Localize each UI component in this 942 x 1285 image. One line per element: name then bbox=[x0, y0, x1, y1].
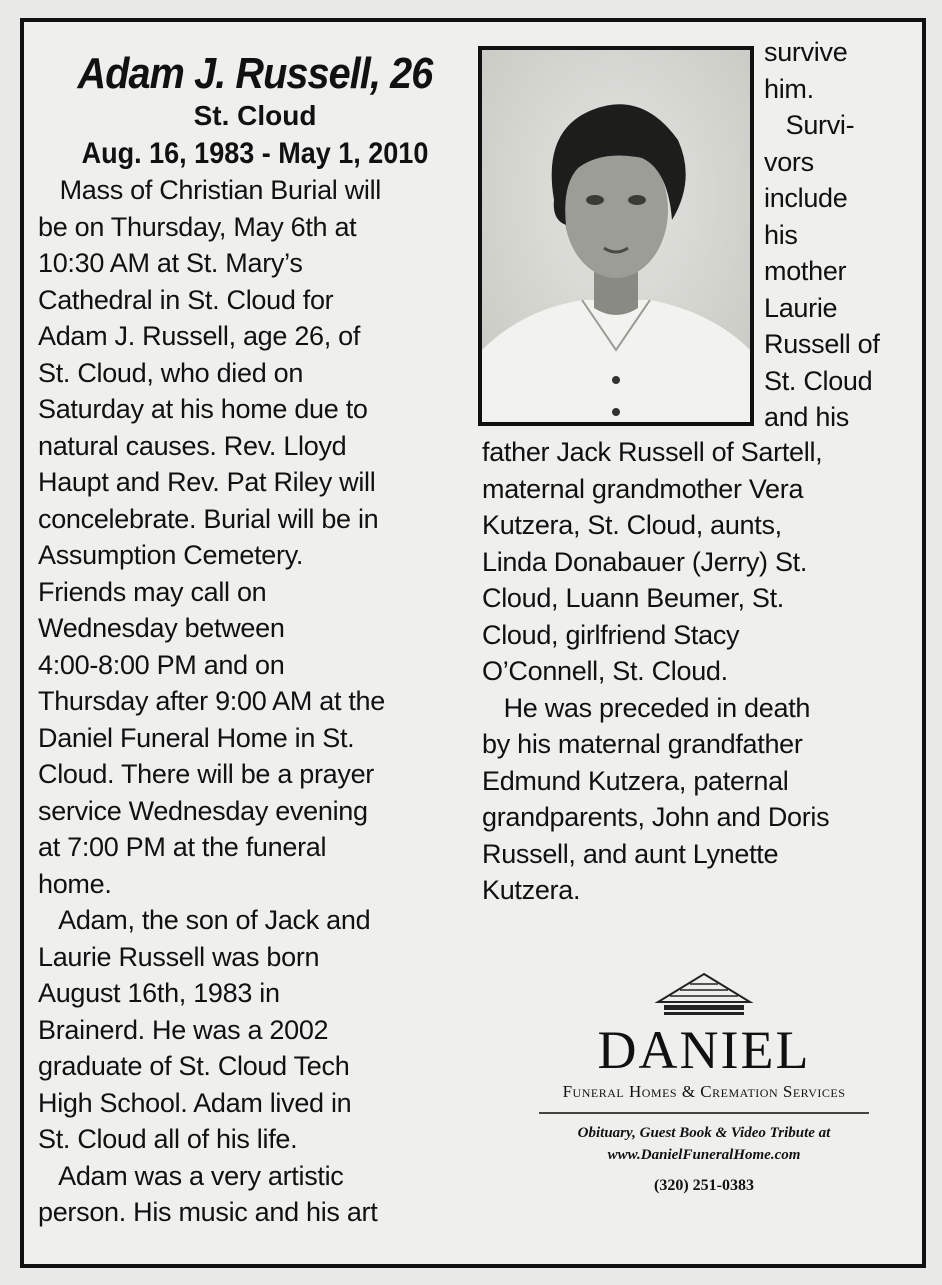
column-1-line: Assumption Cemetery. bbox=[38, 540, 304, 570]
column-1-line: Haupt and Rev. Pat Riley will bbox=[38, 467, 376, 497]
column-2-top-line: St. Cloud bbox=[764, 365, 873, 396]
funeral-home-subtitle: Funeral Homes & Cremation Services bbox=[562, 1082, 846, 1101]
column-2-line: maternal grandmother Vera bbox=[482, 473, 804, 504]
column-1-line: Adam J. Russell, age 26, of bbox=[38, 321, 361, 351]
obituary-column-2 bbox=[482, 434, 922, 909]
roof-logo-icon bbox=[654, 972, 754, 1018]
funeral-home-website: www.DanielFuneralHome.com bbox=[607, 1147, 801, 1163]
column-1-line: Daniel Funeral Home in St. bbox=[38, 722, 355, 753]
column-2-line: grandparents, John and Doris bbox=[482, 802, 830, 832]
column-1-line: graduate of St. Cloud Tech bbox=[38, 1051, 350, 1081]
column-2-line: He was preceded in death bbox=[482, 692, 811, 723]
obituary-column-2-top bbox=[764, 34, 924, 436]
column-1-line: August 16th, 1983 in bbox=[38, 978, 280, 1008]
column-1-line: Saturday at his home due to bbox=[38, 394, 368, 424]
column-1-line: 10:30 AM at St. Mary’s bbox=[38, 248, 303, 278]
column-2-line: Edmund Kutzera, paternal bbox=[482, 765, 789, 796]
column-1-line: concelebrate. Burial will be in bbox=[38, 503, 379, 534]
column-2-top-line: and his bbox=[764, 402, 849, 432]
divider bbox=[539, 1112, 869, 1114]
column-1-line: St. Cloud, who died on bbox=[38, 357, 304, 388]
column-1-line: Wednesday between bbox=[38, 613, 285, 643]
column-2-line: Kutzera. bbox=[482, 875, 581, 905]
portrait-photo bbox=[478, 46, 754, 426]
column-2-top-line: Laurie bbox=[764, 292, 838, 323]
column-2-top-line: Russell of bbox=[764, 329, 880, 359]
obituary-dates: Aug. 16, 1983 - May 1, 2010 bbox=[81, 137, 429, 170]
column-2-line: Cloud, Luann Beumer, St. bbox=[482, 583, 784, 613]
column-2-top-line: survive bbox=[764, 37, 848, 67]
column-1-line: Thursday after 9:00 AM at the bbox=[38, 686, 385, 716]
column-1-line: Cloud. There will be a prayer bbox=[38, 759, 374, 789]
portrait-image bbox=[482, 50, 750, 422]
column-1-line: natural causes. Rev. Lloyd bbox=[38, 430, 347, 461]
column-1-line: Mass of Christian Burial will bbox=[38, 175, 381, 205]
funeral-home-web-line-1: Obituary, Guest Book & Video Tribute at bbox=[577, 1125, 831, 1141]
column-1-line: Friends may call on bbox=[38, 576, 267, 607]
column-1-line: Adam, the son of Jack and bbox=[38, 905, 371, 935]
funeral-home-name: DANIEL bbox=[597, 1020, 811, 1080]
obituary-frame bbox=[20, 18, 926, 1268]
column-1-line: Brainerd. He was a 2002 bbox=[38, 1014, 329, 1045]
column-1-line: 4:00-8:00 PM and on bbox=[38, 649, 285, 680]
column-2-line: Kutzera, St. Cloud, aunts, bbox=[482, 510, 782, 540]
column-1-line: Adam was a very artistic bbox=[38, 1160, 344, 1191]
column-2-top-line: vors bbox=[764, 146, 814, 177]
obituary-column-1 bbox=[38, 172, 478, 1231]
column-1-line: Laurie Russell was born bbox=[38, 941, 320, 972]
funeral-home-phone: (320) 251-0383 bbox=[654, 1177, 754, 1194]
column-1-line: be on Thursday, May 6th at bbox=[38, 211, 357, 242]
column-2-line: Russell, and aunt Lynette bbox=[482, 838, 779, 869]
column-1-line: St. Cloud all of his life. bbox=[38, 1124, 298, 1154]
funeral-home-ad bbox=[494, 972, 914, 1200]
column-1-line: person. His music and his art bbox=[38, 1197, 378, 1227]
column-2-top-line: his bbox=[764, 219, 798, 250]
column-1-line: High School. Adam lived in bbox=[38, 1087, 352, 1118]
column-2-line: by his maternal grandfather bbox=[482, 729, 803, 759]
column-2-line: Linda Donabauer (Jerry) St. bbox=[482, 546, 808, 577]
obituary-city: St. Cloud bbox=[193, 100, 317, 131]
column-2-top-line: Survi- bbox=[764, 110, 855, 140]
column-1-line: Cathedral in St. Cloud for bbox=[38, 284, 334, 315]
obituary-name: Adam J. Russell, 26 bbox=[77, 49, 433, 98]
column-2-top-line: him. bbox=[764, 73, 814, 104]
column-1-line: service Wednesday evening bbox=[38, 795, 368, 826]
column-2-line: father Jack Russell of Sartell, bbox=[482, 437, 823, 467]
column-2-line: O’Connell, St. Cloud. bbox=[482, 656, 728, 686]
column-2-line: Cloud, girlfriend Stacy bbox=[482, 619, 740, 650]
column-1-line: home. bbox=[38, 868, 112, 899]
column-1-line: at 7:00 PM at the funeral bbox=[38, 832, 327, 862]
column-2-top-line: mother bbox=[764, 256, 847, 286]
column-2-top-line: include bbox=[764, 183, 848, 213]
